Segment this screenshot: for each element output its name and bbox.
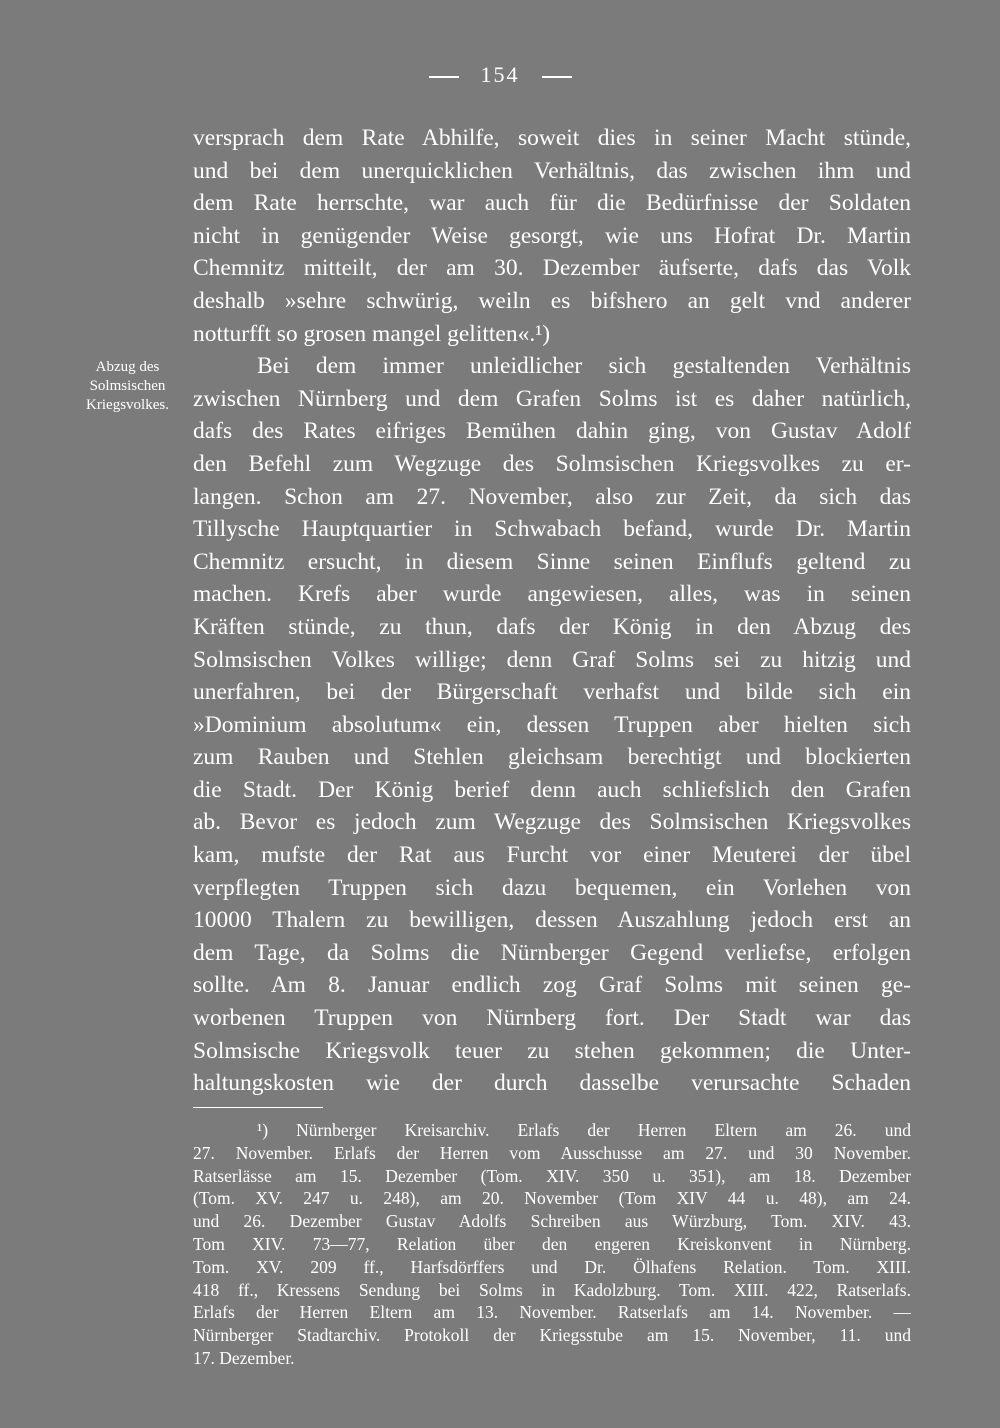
footnote-line: Erlafs der Herren Eltern am 13. November. Ratserlafs am 14. November. — (193, 1302, 911, 1323)
text-line: Solmsische Kriegsvolk teuer zu stehen gekommen; die Unter- (193, 1037, 911, 1064)
text-line: Tillysche Hauptquartier in Schwabach befand, wurde Dr. Martin (193, 516, 911, 543)
text-line: kam, mufste der Rat aus Furcht vor einer Meuterei der übel (193, 842, 911, 869)
text-line: Bei dem immer unleidlicher sich gestaltenden Verhältnis (257, 353, 911, 380)
header-dash-left (429, 76, 459, 78)
footnotes (193, 1119, 911, 1370)
footnote-line: 418 ff., Kressens Sendung bei Solms in Kadolzburg. Tom. XIII. 422, Ratserlafs. (193, 1279, 911, 1300)
text-line: zwischen Nürnberg und dem Grafen Solms ist es daher natürlich, (193, 385, 911, 412)
footnote-line: Tom. XV. 209 ff., Harfsdörffers und Dr. Ölhafens Relation. Tom. XIII. (193, 1256, 911, 1277)
footnote-line: Ratserlässe am 15. Dezember (Tom. XIV. 350 u. 351), am 18. Dezember (193, 1165, 911, 1186)
text-line: Chemnitz ersucht, in diesem Sinne seinen Einflufs geltend zu (193, 548, 911, 575)
margin-note (70, 358, 185, 415)
text-line: notturfft so grosen mangel gelitten«.¹) (193, 320, 551, 347)
text-line: verpflegten Truppen sich dazu bequemen, ein Vorlehen von (193, 874, 911, 901)
text-line: Solmsischen Volkes willige; denn Graf Solms sei zu hitzig und (193, 646, 911, 673)
margin-note-line: Abzug des (95, 359, 160, 375)
text-line: 10000 Thalern zu bewilligen, dessen Auszahlung jedoch erst an (193, 907, 911, 934)
text-line: dafs des Rates eifriges Bemühen dahin ging, von Gustav Adolf (193, 418, 911, 445)
footnote-line: und 26. Dezember Gustav Adolfs Schreiben aus Würzburg, Tom. XIV. 43. (193, 1211, 911, 1232)
text-line: worbenen Truppen von Nürnberg fort. Der Stadt war das (193, 1005, 911, 1032)
text-line: dem Tage, da Solms die Nürnberger Gegend verliefse, erfolgen (193, 939, 911, 966)
text-line: ab. Bevor es jedoch zum Wegzuge des Solmsischen Kriegsvolkes (193, 809, 911, 836)
text-line: langen. Schon am 27. November, also zur Zeit, da sich das (193, 483, 911, 510)
page-number: 154 (480, 62, 520, 87)
margin-note-line: Solmsischen (89, 378, 166, 394)
text-line: versprach dem Rate Abhilfe, soweit dies in seiner Macht stünde, (193, 125, 911, 151)
margin-note-line: Kriegsvolkes. (86, 397, 169, 413)
text-line: den Befehl zum Wegzuge des Solmsischen Kriegsvolkes zu er- (193, 450, 911, 477)
footnote-line: 17. Dezember. (193, 1347, 295, 1368)
text-line: »Dominium absolutum« ein, dessen Truppen aber hielten sich (193, 711, 911, 738)
text-line: nicht in genügender Weise gesorgt, wie uns Hofrat Dr. Martin (193, 222, 911, 249)
text-line: und bei dem unerquicklichen Verhältnis, das zwischen ihm und (193, 157, 911, 184)
footnote-line: Tom XIV. 73—77, Relation über den engeren Kreiskonvent in Nürnberg. (193, 1233, 911, 1254)
text-line: dem Rate herrschte, war auch für die Bedürfnisse der Soldaten (193, 190, 911, 217)
text-line: zum Rauben und Stehlen gleichsam berechtigt und blockierten (193, 744, 911, 771)
text-line: sollte. Am 8. Januar endlich zog Graf Solms mit seinen ge- (193, 972, 911, 999)
page-header (0, 62, 1000, 88)
text-line: machen. Krefs aber wurde angewiesen, alles, was in seinen (193, 581, 911, 608)
text-line: unerfahren, bei der Bürgerschaft verhafst und bilde sich ein (193, 679, 911, 706)
text-line: Kräften stünde, zu thun, dafs der König in den Abzug des (193, 613, 911, 640)
text-line: die Stadt. Der König berief denn auch schliefslich den Grafen (193, 776, 911, 803)
text-line: haltungskosten wie der durch dasselbe verursachte Schaden (193, 1070, 911, 1097)
footnote-line: ¹) Nürnberger Kreisarchiv. Erlafs der Herren Eltern am 26. und (257, 1120, 911, 1140)
footnote-line: 27. November. Erlafs der Herren vom Ausschusse am 27. und 30 November. (193, 1142, 911, 1163)
footnote-divider (193, 1107, 323, 1108)
text-line: Chemnitz mitteilt, der am 30. Dezember äufserte, dafs das Volk (193, 255, 911, 282)
body-text (193, 122, 911, 1100)
footnote-line: Nürnberger Stadtarchiv. Protokoll der Kriegsstube am 15. November, 11. und (193, 1325, 911, 1346)
footnote-line: (Tom. XV. 247 u. 248), am 20. November (Tom XIV 44 u. 48), am 24. (193, 1188, 911, 1209)
header-dash-right (542, 76, 572, 78)
text-line: deshalb »sehre schwürig, weiln es bifshero an gelt vnd anderer (193, 287, 911, 314)
